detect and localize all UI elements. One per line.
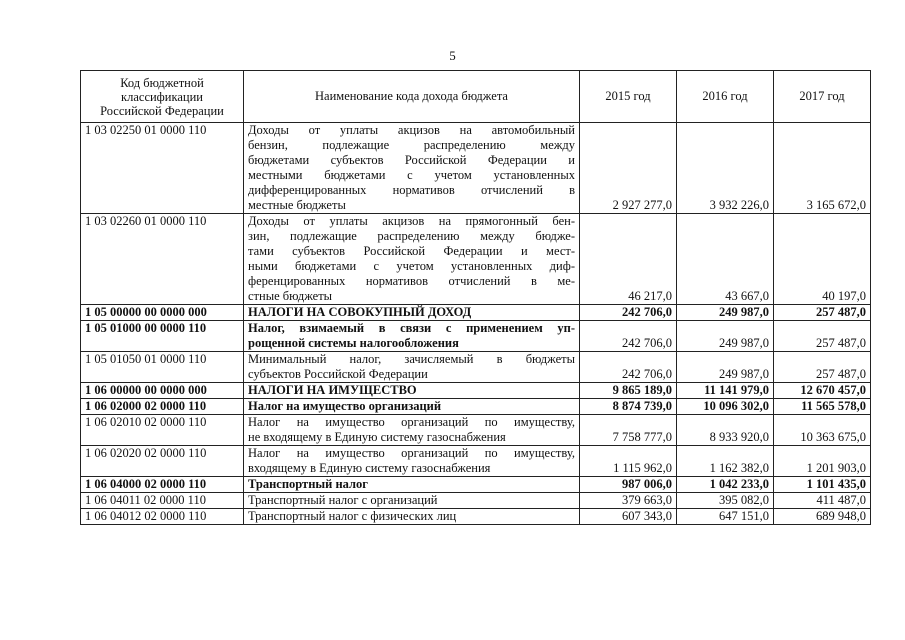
revenue-name-line: Транспортный налог с организаций (248, 493, 438, 507)
revenue-name-line: бензин, подлежащие распределению между (248, 138, 575, 152)
budget-code: 1 06 02010 02 0000 110 (81, 415, 244, 446)
budget-code: 1 06 04011 02 0000 110 (81, 493, 244, 509)
value-2016: 3 932 226,0 (677, 123, 774, 214)
revenue-name (244, 415, 580, 446)
revenue-name-line: ференцированных нормативов отчислений в ме- (248, 274, 575, 288)
table-row (81, 123, 871, 214)
value-2017: 12 670 457,0 (774, 383, 871, 399)
revenue-name-line: не входящему в Единую систему газоснабжения (248, 430, 506, 444)
budget-revenue-table (80, 70, 871, 525)
budget-code: 1 06 04000 02 0000 110 (81, 477, 244, 493)
value-2016: 395 082,0 (677, 493, 774, 509)
revenue-name-line: Налог на имущество организаций по имуществу, (248, 415, 575, 429)
table-row (81, 446, 871, 477)
table-row (81, 415, 871, 446)
revenue-name (244, 446, 580, 477)
revenue-name-line: стные бюджеты (248, 289, 333, 303)
revenue-name-line: зин, подлежащие распределению между бюдже- (248, 229, 575, 243)
value-2016: 11 141 979,0 (677, 383, 774, 399)
table-row (81, 352, 871, 383)
value-2016: 249 987,0 (677, 321, 774, 352)
revenue-name (244, 352, 580, 383)
budget-code: 1 03 02250 01 0000 110 (81, 123, 244, 214)
value-2015: 987 006,0 (580, 477, 677, 493)
header-name: Наименование кода дохода бюджета (244, 71, 580, 123)
header-code-line: Код бюджетной (120, 75, 204, 90)
value-2015: 46 217,0 (580, 214, 677, 305)
budget-code: 1 06 02020 02 0000 110 (81, 446, 244, 477)
budget-code: 1 03 02260 01 0000 110 (81, 214, 244, 305)
value-2017: 40 197,0 (774, 214, 871, 305)
value-2017: 257 487,0 (774, 305, 871, 321)
value-2017: 257 487,0 (774, 352, 871, 383)
value-2017: 11 565 578,0 (774, 399, 871, 415)
revenue-name (244, 477, 580, 493)
revenue-name-line: входящему в Единую систему газоснабжения (248, 461, 491, 475)
revenue-name-line: Транспортный налог с физических лиц (248, 509, 457, 523)
value-2017: 257 487,0 (774, 321, 871, 352)
value-2016: 647 151,0 (677, 509, 774, 525)
revenue-name-line: Доходы от уплаты акцизов на автомобильный (248, 123, 575, 137)
revenue-name-line: Налог на имущество организаций (248, 399, 442, 413)
revenue-name-line: дифференцированных нормативов отчислений в (248, 183, 575, 197)
revenue-name-line: Налог на имущество организаций по имуществу, (248, 446, 575, 460)
revenue-name (244, 214, 580, 305)
table-row (81, 214, 871, 305)
table-row (81, 477, 871, 493)
table-body (81, 123, 871, 525)
revenue-name (244, 493, 580, 509)
value-2015: 2 927 277,0 (580, 123, 677, 214)
budget-code: 1 05 01050 01 0000 110 (81, 352, 244, 383)
revenue-name-line: Минимальный налог, зачисляемый в бюджеты (248, 352, 575, 366)
header-year-2015: 2015 год (580, 71, 677, 123)
value-2016: 249 987,0 (677, 305, 774, 321)
table-row (81, 383, 871, 399)
table-header (81, 71, 871, 123)
value-2017: 411 487,0 (774, 493, 871, 509)
revenue-name (244, 305, 580, 321)
revenue-name-line: тами субъектов Российской Федерации и мест- (248, 244, 575, 258)
budget-code: 1 06 04012 02 0000 110 (81, 509, 244, 525)
value-2016: 10 096 302,0 (677, 399, 774, 415)
value-2015: 242 706,0 (580, 305, 677, 321)
value-2017: 3 165 672,0 (774, 123, 871, 214)
header-code (81, 71, 244, 123)
revenue-name-line: ными бюджетами с учетом установленных диф- (248, 259, 575, 273)
revenue-name-line: рощенной системы налогообложения (248, 336, 459, 350)
revenue-name-line: Доходы от уплаты акцизов на прямогонный бен- (248, 214, 575, 228)
value-2016: 8 933 920,0 (677, 415, 774, 446)
value-2015: 9 865 189,0 (580, 383, 677, 399)
value-2016: 249 987,0 (677, 352, 774, 383)
value-2015: 379 663,0 (580, 493, 677, 509)
budget-code: 1 06 02000 02 0000 110 (81, 399, 244, 415)
value-2017: 1 101 435,0 (774, 477, 871, 493)
value-2016: 43 667,0 (677, 214, 774, 305)
value-2016: 1 162 382,0 (677, 446, 774, 477)
table-row (81, 399, 871, 415)
budget-code: 1 05 01000 00 0000 110 (81, 321, 244, 352)
table-row (81, 493, 871, 509)
header-year-2016: 2016 год (677, 71, 774, 123)
value-2015: 8 874 739,0 (580, 399, 677, 415)
revenue-name-line: местные бюджеты (248, 198, 346, 212)
revenue-name-line: Налог, взимаемый в связи с применением уп- (248, 321, 575, 335)
budget-code: 1 05 00000 00 0000 000 (81, 305, 244, 321)
revenue-name-line: бюджетами субъектов Российской Федерации и (248, 153, 575, 167)
value-2015: 1 115 962,0 (580, 446, 677, 477)
revenue-name-line: НАЛОГИ НА ИМУЩЕСТВО (248, 383, 417, 397)
revenue-name (244, 123, 580, 214)
revenue-name (244, 399, 580, 415)
value-2015: 7 758 777,0 (580, 415, 677, 446)
revenue-name-line: НАЛОГИ НА СОВОКУПНЫЙ ДОХОД (248, 305, 472, 319)
header-code-line: классификации (121, 89, 203, 104)
table-row (81, 305, 871, 321)
value-2017: 689 948,0 (774, 509, 871, 525)
value-2015: 607 343,0 (580, 509, 677, 525)
header-code-line: Российской Федерации (100, 103, 224, 118)
value-2016: 1 042 233,0 (677, 477, 774, 493)
budget-code: 1 06 00000 00 0000 000 (81, 383, 244, 399)
value-2017: 1 201 903,0 (774, 446, 871, 477)
table-row (81, 321, 871, 352)
value-2017: 10 363 675,0 (774, 415, 871, 446)
header-year-2017: 2017 год (774, 71, 871, 123)
value-2015: 242 706,0 (580, 352, 677, 383)
revenue-name (244, 321, 580, 352)
value-2015: 242 706,0 (580, 321, 677, 352)
revenue-name (244, 509, 580, 525)
revenue-name-line: Транспортный налог (248, 477, 368, 491)
revenue-name (244, 383, 580, 399)
revenue-name-line: местными бюджетами с учетом установленных (248, 168, 575, 182)
table-row (81, 509, 871, 525)
page-number: 5 (449, 48, 456, 63)
revenue-name-line: субъектов Российской Федерации (248, 367, 428, 381)
